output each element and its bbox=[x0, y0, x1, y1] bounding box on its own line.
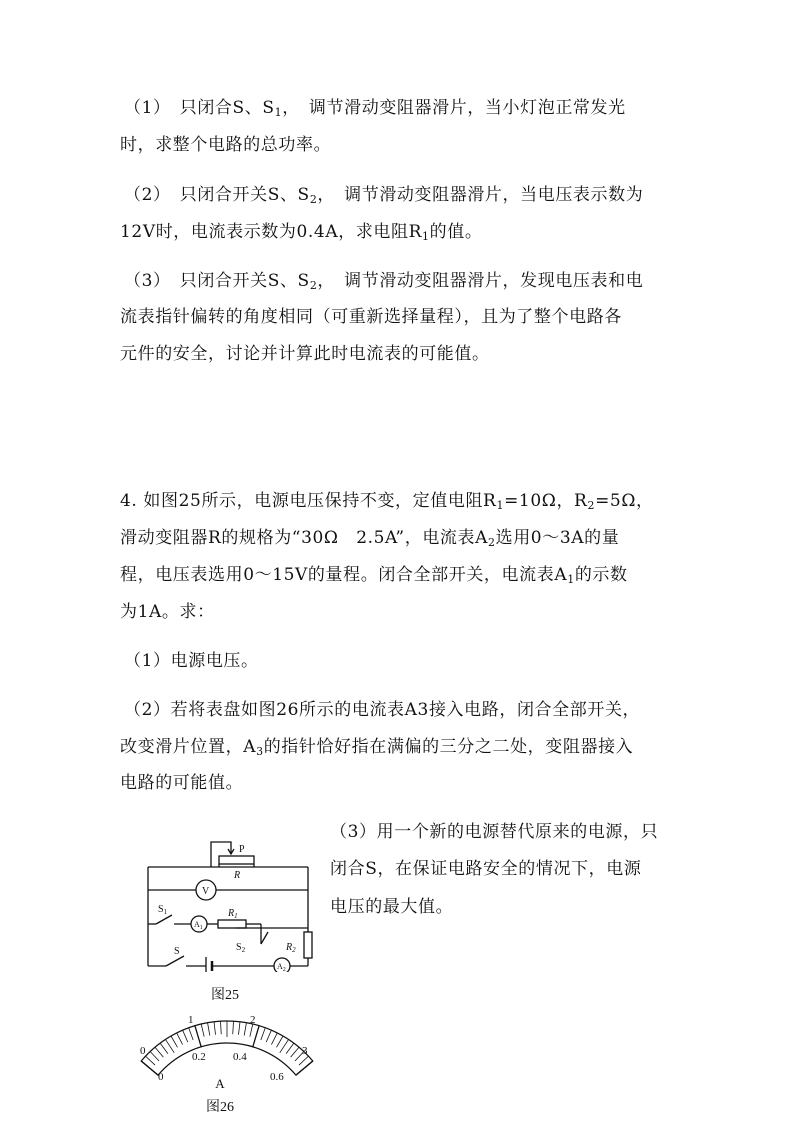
q4-sub3-line2: 闭合S，在保证电路安全的情况下，电源 bbox=[330, 859, 642, 879]
label-s2-sub: 2 bbox=[241, 946, 246, 954]
label-s2 bbox=[236, 942, 246, 954]
label-r2 bbox=[285, 942, 296, 954]
outer-tick-3: 3 bbox=[302, 1045, 308, 1057]
q4-sub1: （1）电源电压。 bbox=[124, 651, 259, 671]
figure-26-caption: 图26 bbox=[206, 1100, 234, 1115]
q4-sub3-line1: （3）用一个新的电源替代原来的电源，只 bbox=[330, 822, 659, 842]
inner-tick-0: 0 bbox=[158, 1071, 164, 1083]
q3-part1-line2: 时，求整个电路的总功率。 bbox=[120, 135, 332, 155]
inner-tick-0.6: 0.6 bbox=[270, 1071, 284, 1083]
dial-arc-group bbox=[141, 1021, 313, 1075]
q4-sub3-line3: 电压的最大值。 bbox=[330, 897, 454, 917]
label-r1 bbox=[227, 908, 238, 920]
q3-part3-line2: 流表指针偏转的角度相同（可重新选择量程），且为了整个电路各 bbox=[120, 307, 622, 327]
resistor-r2 bbox=[304, 932, 312, 958]
q4-line4: 为1A。求： bbox=[120, 602, 215, 622]
q3-part1-line1: （1） 只闭合S、$S_1$， 调节滑动变阻器滑片，当小灯泡正常发光 bbox=[124, 98, 626, 119]
figure-26-meter-label: A bbox=[215, 1076, 225, 1091]
label-r2-main: R bbox=[286, 942, 293, 953]
outer-tick-0: 0 bbox=[140, 1045, 146, 1057]
label-a2-main: A bbox=[277, 962, 283, 971]
figure-25-circuit bbox=[136, 832, 326, 972]
resistor-r1 bbox=[218, 920, 246, 928]
label-a1-main: A bbox=[194, 920, 200, 929]
label-a2-sub: 2 bbox=[282, 967, 286, 972]
inner-tick-0.4: 0.4 bbox=[233, 1051, 247, 1063]
label-v: V bbox=[202, 886, 210, 897]
outer-tick-2: 2 bbox=[250, 1014, 256, 1026]
label-s1 bbox=[158, 904, 168, 916]
q4-sub2-line2: 改变滑片位置，$A_3$的指针恰好指在满偏的三分之二处，变阻器接入 bbox=[120, 737, 634, 758]
label-r1-sub: 1 bbox=[234, 912, 238, 920]
label-s1-sub: 1 bbox=[163, 908, 168, 916]
label-r1-main: R bbox=[228, 908, 235, 919]
q3-part2-line2: 12V时，电流表示数为0.4A，求电阻$R_1$的值。 bbox=[120, 222, 483, 243]
label-s: S bbox=[174, 946, 180, 957]
label-s1-main: S bbox=[158, 904, 164, 915]
q4-sub2-line3: 电路的可能值。 bbox=[120, 773, 244, 793]
q4-line3: 程，电压表选用0～15V的量程。闭合全部开关，电流表$A_1$的示数 bbox=[120, 565, 628, 586]
inner-tick-0.2: 0.2 bbox=[192, 1051, 206, 1063]
q3-part2-line1: （2） 只闭合开关S、$S_2$， 调节滑动变阻器滑片，当电压表示数为 bbox=[124, 185, 644, 206]
label-s2-main: S bbox=[236, 942, 242, 953]
rheostat-r bbox=[219, 856, 254, 864]
q4-line2: 滑动变阻器R的规格为“30Ω 2.5A”，电流表$A_2$选用0～3A的量 bbox=[120, 528, 620, 549]
q4-sub2-line1: （2）若将表盘如图26所示的电流表A3接入电路，闭合全部开关， bbox=[124, 700, 641, 720]
label-a1-sub: 1 bbox=[199, 925, 203, 931]
figure-25-caption: 图25 bbox=[211, 988, 239, 1003]
label-r2-sub: 2 bbox=[292, 946, 296, 954]
q3-part3-line3: 元件的安全，讨论并计算此时电流表的可能值。 bbox=[120, 344, 490, 364]
label-r: R bbox=[234, 870, 241, 881]
label-p: P bbox=[239, 844, 245, 855]
outer-tick-1: 1 bbox=[188, 1014, 194, 1026]
switch-s bbox=[166, 956, 184, 966]
q4-line1: 4. 如图25所示，电源电压保持不变，定值电阻$R_1=10\Omega$，$R_2=5\Omega$， bbox=[120, 491, 654, 512]
switch-s2 bbox=[261, 932, 268, 944]
switch-s1 bbox=[156, 915, 172, 924]
q3-part3-line1: （3） 只闭合开关S、$S_2$， 调节滑动变阻器滑片，发现电压表和电 bbox=[124, 271, 644, 292]
